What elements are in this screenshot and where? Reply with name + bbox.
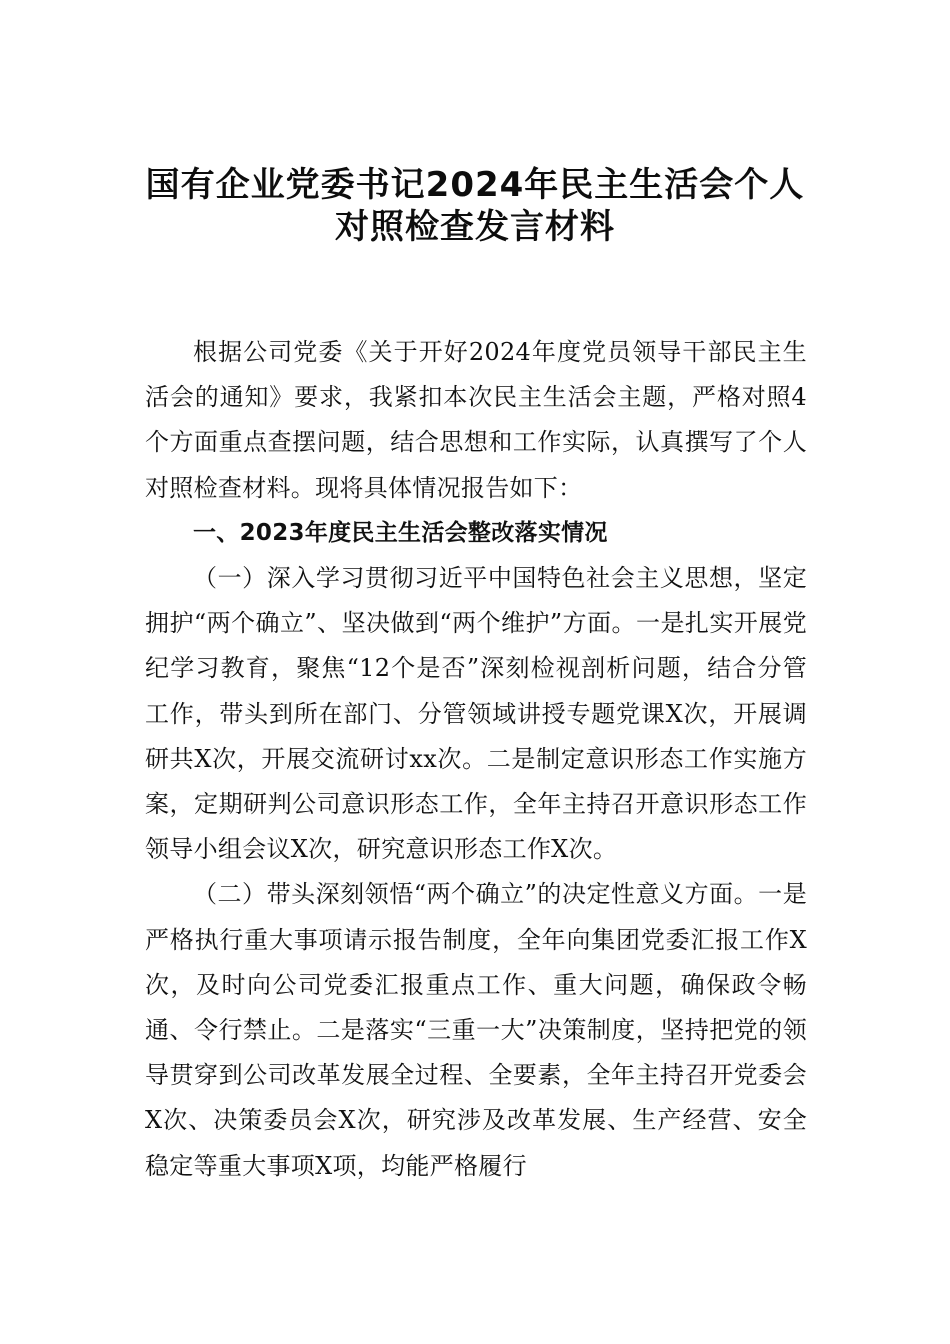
document-title-line2: 对照检查发言材料 — [335, 207, 615, 247]
item-paragraph-1: （一）深入学习贯彻习近平中国特色社会主义思想，坚定拥护“两个确立”、坚决做到“两个维护”方面。一是扎实开展党纪学习教育，聚焦“12个是否”深刻检视剖析问题，结合分管工作，带头到所在部门、分管领域讲授专题党课X次，开展调研共X次，开展交流研讨xx次。二是制定意识形态工作实施方案，定期研判公司意识形态工作，全年主持召开意识形态工作领导小组会议X次，研究意识形态工作X次。 — [145, 564, 807, 864]
intro-paragraph: 根据公司党委《关于开好2024年度党员领导干部民主生活会的通知》要求，我紧扣本次民主生活会主题，严格对照4个方面重点查摆问题，结合思想和工作实际，认真撰写了个人对照检查材料。现将具体情况报告如下： — [145, 338, 807, 502]
document-body — [145, 330, 807, 1189]
document-title-line1: 国有企业党委书记2024年民主生活会个人 — [145, 165, 805, 205]
section-heading: 一、2023年度民主生活会整改落实情况 — [193, 519, 608, 546]
item-paragraph-2: （二）带头深刻领悟“两个确立”的决定性意义方面。一是严格执行重大事项请示报告制度，全年向集团党委汇报工作X次，及时向公司党委汇报重点工作、重大问题，确保政令畅通、令行禁止。二是落实“三重一大”决策制度，坚持把党的领导贯穿到公司改革发展全过程、全要素，全年主持召开党委会X次、决策委员会X次，研究涉及改革发展、生产经营、安全稳定等重大事项X项，均能严格履行 — [145, 880, 807, 1180]
